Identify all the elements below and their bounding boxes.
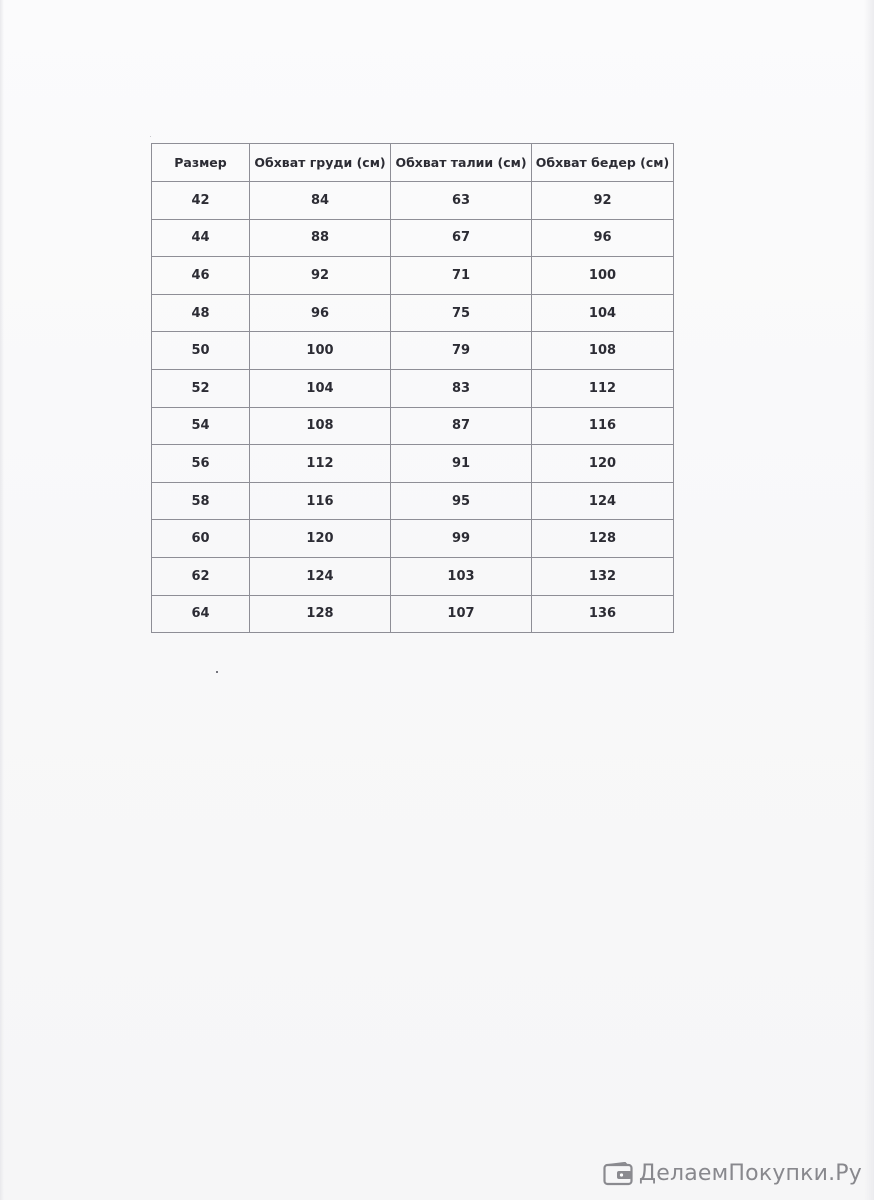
- cell-chest: 92: [250, 257, 391, 295]
- cell-size: 52: [152, 369, 250, 407]
- cell-hips: 100: [532, 257, 674, 295]
- cell-chest: 96: [250, 294, 391, 332]
- cell-waist: 79: [391, 332, 532, 370]
- table-row: [152, 407, 674, 445]
- header-hips: Обхват бедер (см): [532, 144, 674, 182]
- table-row: [152, 219, 674, 257]
- cell-hips: 124: [532, 482, 674, 520]
- cell-waist: 67: [391, 219, 532, 257]
- cell-waist: 63: [391, 182, 532, 220]
- table-row: [152, 257, 674, 295]
- cell-chest: 104: [250, 369, 391, 407]
- cell-hips: 108: [532, 332, 674, 370]
- header-waist: Обхват талии (см): [391, 144, 532, 182]
- cell-size: 56: [152, 445, 250, 483]
- cell-chest: 120: [250, 520, 391, 558]
- cell-size: 44: [152, 219, 250, 257]
- cell-size: 48: [152, 294, 250, 332]
- cell-waist: 99: [391, 520, 532, 558]
- watermark-text: ДелаемПокупки.Ру: [638, 1161, 862, 1186]
- table-row: [152, 332, 674, 370]
- cell-hips: 116: [532, 407, 674, 445]
- cell-hips: 104: [532, 294, 674, 332]
- cell-waist: 103: [391, 557, 532, 595]
- table-header-row: [152, 144, 674, 182]
- cell-size: 54: [152, 407, 250, 445]
- cell-waist: 83: [391, 369, 532, 407]
- cell-chest: 88: [250, 219, 391, 257]
- cell-size: 50: [152, 332, 250, 370]
- cell-size: 58: [152, 482, 250, 520]
- cell-chest: 108: [250, 407, 391, 445]
- cell-waist: 91: [391, 445, 532, 483]
- cell-chest: 124: [250, 557, 391, 595]
- cell-size: 46: [152, 257, 250, 295]
- cell-hips: 132: [532, 557, 674, 595]
- table-row: [152, 520, 674, 558]
- size-chart-table: [151, 143, 674, 633]
- table-row: [152, 595, 674, 633]
- scan-speck: [150, 136, 151, 137]
- cell-waist: 71: [391, 257, 532, 295]
- table-row: [152, 445, 674, 483]
- wallet-icon: [603, 1162, 633, 1186]
- cell-chest: 84: [250, 182, 391, 220]
- cell-size: 60: [152, 520, 250, 558]
- table-row: [152, 294, 674, 332]
- cell-size: 62: [152, 557, 250, 595]
- table-row: [152, 369, 674, 407]
- cell-hips: 120: [532, 445, 674, 483]
- scan-speck: [216, 671, 218, 673]
- cell-waist: 107: [391, 595, 532, 633]
- cell-hips: 92: [532, 182, 674, 220]
- cell-chest: 116: [250, 482, 391, 520]
- cell-waist: 95: [391, 482, 532, 520]
- watermark: [603, 1161, 862, 1186]
- table-row: [152, 482, 674, 520]
- cell-hips: 128: [532, 520, 674, 558]
- cell-hips: 96: [532, 219, 674, 257]
- page-edge-shadow-left: [0, 0, 4, 1200]
- cell-waist: 75: [391, 294, 532, 332]
- header-chest: Обхват груди (см): [250, 144, 391, 182]
- table-row: [152, 557, 674, 595]
- cell-hips: 136: [532, 595, 674, 633]
- cell-chest: 100: [250, 332, 391, 370]
- page-edge-shadow-right: [864, 0, 874, 1200]
- cell-chest: 128: [250, 595, 391, 633]
- header-size: Размер: [152, 144, 250, 182]
- table-row: [152, 182, 674, 220]
- cell-waist: 87: [391, 407, 532, 445]
- cell-size: 42: [152, 182, 250, 220]
- cell-chest: 112: [250, 445, 391, 483]
- cell-hips: 112: [532, 369, 674, 407]
- cell-size: 64: [152, 595, 250, 633]
